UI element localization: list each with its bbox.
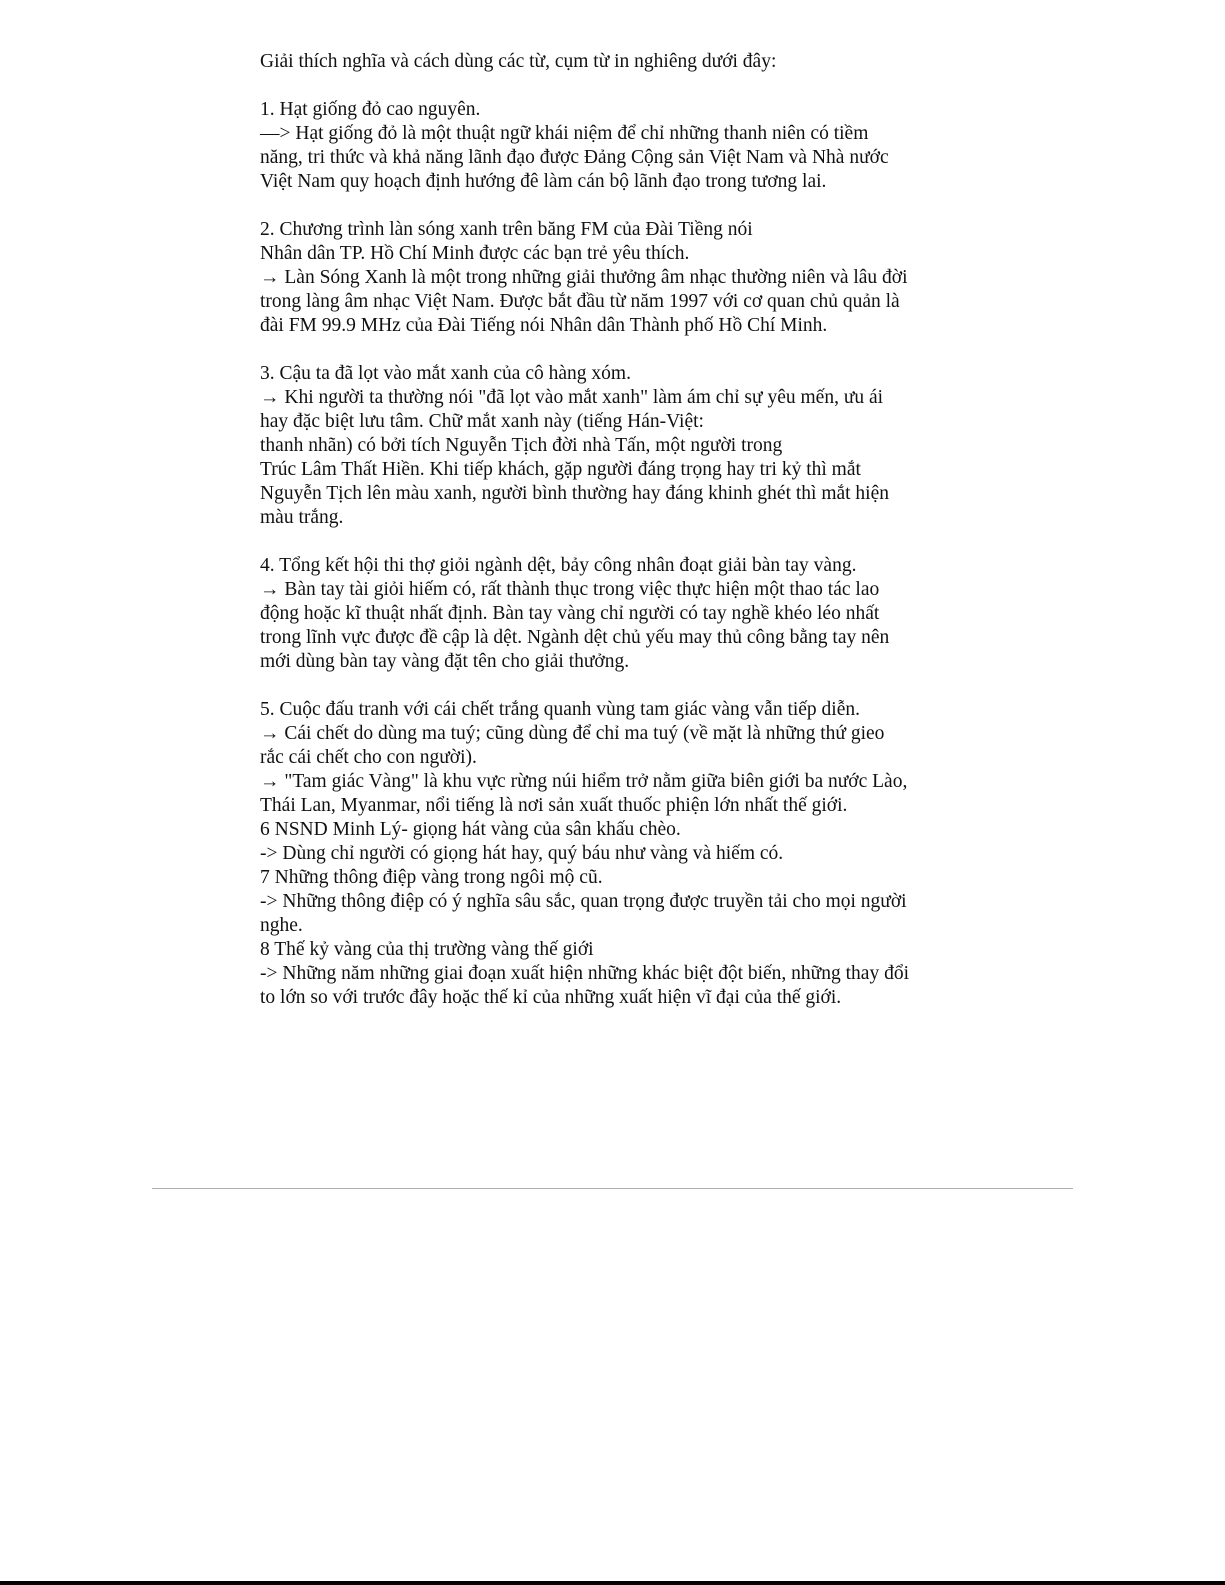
text-line: → Cái chết do dùng ma tuý; cũng dùng để chỉ ma tuý (về mặt là những thứ gieo — [260, 723, 885, 744]
text-line: → Khi người ta thường nói "đã lọt vào mắt xanh" làm ám chỉ sự yêu mến, ưu ái — [260, 387, 884, 408]
text-line: 2. Chương trình làn sóng xanh trên băng FM của Đài Tiềng nói — [260, 219, 753, 240]
text-line: -> Những năm những giai đoạn xuất hiện những khác biệt đột biến, những thay đổi — [260, 963, 909, 984]
text-line: 4. Tổng kết hội thi thợ giỏi ngành dệt, bảy công nhân đoạt giải bàn tay vàng. — [260, 555, 857, 576]
text-line: 5. Cuộc đấu tranh với cái chết trắng quanh vùng tam giác vàng vẫn tiếp diễn. — [260, 699, 861, 720]
text-line: động hoặc kĩ thuật nhất định. Bàn tay vàng chỉ người có tay nghề khéo léo nhất — [260, 603, 880, 624]
bottom-edge-rule — [0, 1581, 1225, 1585]
text-line: trong làng âm nhạc Việt Nam. Được bắt đầu từ năm 1997 với cơ quan chủ quản là — [260, 291, 900, 312]
text-line: đài FM 99.9 MHz của Đài Tiếng nói Nhân dân Thành phố Hồ Chí Minh. — [260, 315, 828, 336]
text-line: rắc cái chết cho con người). — [260, 747, 477, 768]
text-line: năng, tri thức và khả năng lãnh đạo được Đảng Cộng sản Việt Nam và Nhà nước — [260, 147, 889, 168]
text-line: -> Những thông điệp có ý nghĩa sâu sắc, quan trọng được truyền tải cho mọi người — [260, 891, 907, 912]
blank-line — [260, 74, 980, 98]
text-line: màu trắng. — [260, 507, 344, 528]
text-line: → Làn Sóng Xanh là một trong những giải thưởng âm nhạc thường niên và lâu đời — [260, 267, 908, 288]
text-line: to lớn so với trước đây hoặc thế kỉ của những xuất hiện vĩ đại của thế giới. — [260, 987, 842, 1008]
text-line: mới dùng bàn tay vàng đặt tên cho giải thưởng. — [260, 651, 630, 672]
text-line: trong lĩnh vực được đề cập là dệt. Ngành dệt chủ yếu may thủ công bằng tay nên — [260, 627, 890, 648]
text-line: nghe. — [260, 915, 303, 936]
blank-line — [260, 338, 980, 362]
text-line: 8 Thế kỷ vàng của thị trường vàng thế giới — [260, 939, 594, 960]
blank-line — [260, 530, 980, 554]
text-line: —> Hạt giống đỏ là một thuật ngữ khái niệm để chỉ những thanh niên có tiềm — [260, 123, 869, 144]
text-line: hay đặc biệt lưu tâm. Chữ mắt xanh này (tiếng Hán-Việt: — [260, 411, 704, 432]
document-body — [260, 50, 980, 1010]
text-line: → Bàn tay tài giỏi hiếm có, rất thành thục trong việc thực hiện một thao tác lao — [260, 579, 880, 600]
text-line: 7 Những thông điệp vàng trong ngôi mộ cũ. — [260, 867, 603, 888]
text-line: Việt Nam quy hoạch định hướng đê làm cán bộ lãnh đạo trong tương lai. — [260, 171, 827, 192]
text-line: → "Tam giác Vàng" là khu vực rừng núi hiểm trở nằm giữa biên giới ba nước Lào, — [260, 771, 908, 792]
blank-line — [260, 194, 980, 218]
text-line: Trúc Lâm Thất Hiền. Khi tiếp khách, gặp người đáng trọng hay tri kỷ thì mắt — [260, 459, 861, 480]
page-divider — [152, 1188, 1073, 1189]
blank-line — [260, 674, 980, 698]
text-line: Nhân dân TP. Hồ Chí Minh được các bạn trẻ yêu thích. — [260, 243, 690, 264]
text-line: Giải thích nghĩa và cách dùng các từ, cụm từ in nghiêng dưới đây: — [260, 51, 777, 72]
text-line: 1. Hạt giống đỏ cao nguyên. — [260, 99, 481, 120]
text-line: 3. Cậu ta đã lọt vào mắt xanh của cô hàng xóm. — [260, 363, 631, 384]
text-line: 6 NSND Minh Lý- giọng hát vàng của sân khấu chèo. — [260, 819, 681, 840]
text-line: thanh nhãn) có bởi tích Nguyễn Tịch đời nhà Tấn, một người trong — [260, 435, 783, 456]
text-line: -> Dùng chỉ người có giọng hát hay, quý báu như vàng và hiếm có. — [260, 843, 784, 864]
text-line: Thái Lan, Myanmar, nổi tiếng là nơi sản xuất thuốc phiện lớn nhất thế giới. — [260, 795, 848, 816]
text-line: Nguyễn Tịch lên màu xanh, người bình thường hay đáng khinh ghét thì mắt hiện — [260, 483, 890, 504]
